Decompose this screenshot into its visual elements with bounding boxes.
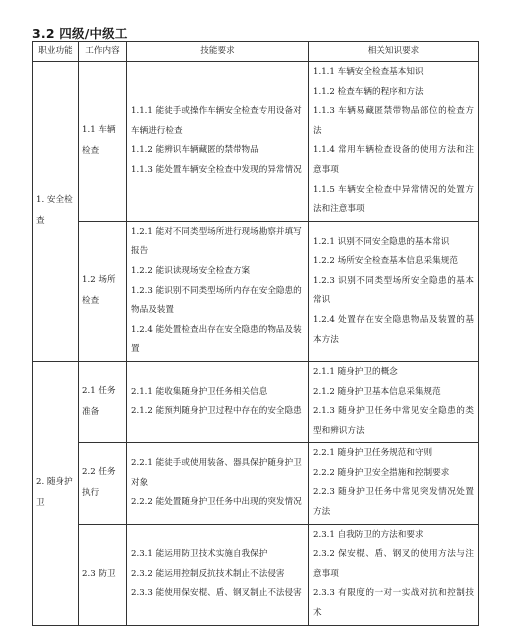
- skill-item: 1.2.2 能识读现场安全检查方案: [131, 265, 251, 276]
- section-heading: 3.2 四级/中级工: [32, 26, 128, 41]
- knowledge-item: 1.2.3 识别不同类型场所安全隐患的基本常识: [313, 275, 474, 306]
- content-cell: 2.3 防卫: [79, 524, 127, 625]
- skill-item: 1.2.4 能处置检查出存在安全隐患的物品及装置: [131, 324, 302, 355]
- knowledge-cell: [309, 221, 479, 361]
- knowledge-item: 1.2.1 识别不同安全隐患的基本常识: [313, 236, 450, 247]
- knowledge-item: 2.1.1 随身护卫的概念: [313, 366, 398, 377]
- knowledge-item: 2.3.1 自我防卫的方法和要求: [313, 529, 424, 540]
- skill-item: 1.1.3 能处置车辆安全检查中发现的异常情况: [131, 164, 302, 175]
- table-row: [33, 62, 479, 222]
- content-cell: 2.1 任务准备: [79, 361, 127, 442]
- knowledge-cell: [309, 361, 479, 442]
- skill-item: 2.2.2 能处置随身护卫任务中出现的突发情况: [131, 497, 302, 508]
- knowledge-item: 1.1.1 车辆安全检查基本知识: [313, 67, 424, 77]
- skill-item: 2.3.3 能使用保安棍、盾、钢叉制止不法侵害: [131, 588, 302, 599]
- skills-cell: [127, 221, 309, 361]
- knowledge-cell: [309, 443, 479, 524]
- knowledge-cell: [309, 524, 479, 625]
- skills-cell: [127, 443, 309, 524]
- knowledge-item: 2.1.3 随身护卫任务中常见安全隐患的类型和辨识方法: [313, 406, 474, 436]
- header-content: 工作内容: [79, 42, 127, 62]
- function-cell: 1. 安全检查: [33, 62, 79, 362]
- skill-item: 2.2.1 能徒手或使用装备、器具保护随身护卫对象: [131, 458, 302, 488]
- skill-standard-table: [32, 41, 479, 626]
- knowledge-item: 2.2.1 随身护卫任务规范和守则: [313, 448, 433, 459]
- knowledge-item: 2.2.3 随身护卫任务中常见突发情况处置方法: [313, 487, 474, 518]
- knowledge-item: 1.2.4 处置存在安全隐患物品及装置的基本方法: [313, 314, 474, 345]
- skill-item: 2.1.2 能预判随身护卫过程中存在的安全隐患: [131, 406, 302, 417]
- skill-item: 1.2.3 能识别不同类型场所内存在安全隐患的物品及装置: [131, 285, 302, 316]
- content-cell: 1.1 车辆检查: [79, 62, 127, 222]
- content-cell: 2.2 任务执行: [79, 443, 127, 524]
- skill-item: 1.1.1 能徒手或操作车辆安全检查专用设备对车辆进行检查: [131, 106, 302, 136]
- header-function: 职业功能: [33, 42, 79, 62]
- knowledge-cell: [309, 62, 479, 222]
- knowledge-item: 1.1.2 检查车辆的程序和方法: [313, 86, 424, 97]
- table-row: [33, 524, 479, 625]
- table-row: [33, 443, 479, 524]
- skills-cell: [127, 361, 309, 442]
- knowledge-item: 1.1.4 常用车辆检查设备的使用方法和注意事项: [313, 145, 474, 175]
- knowledge-item: 2.3.3 有限度的一对一实战对抗和控制技术: [313, 588, 474, 619]
- skills-cell: [127, 62, 309, 222]
- table-row: [33, 361, 479, 442]
- skill-item: 1.1.2 能辨识车辆藏匿的禁带物品: [131, 145, 259, 156]
- skills-cell: [127, 524, 309, 625]
- skill-item: 2.3.1 能运用防卫技术实施自我保护: [131, 549, 268, 560]
- knowledge-item: 1.2.2 场所安全检查基本信息采集规范: [313, 256, 458, 267]
- skill-item: 2.3.2 能运用控制反抗技术制止不法侵害: [131, 568, 285, 579]
- table-header-row: [33, 42, 479, 62]
- knowledge-item: 2.1.2 随身护卫基本信息采集规范: [313, 386, 441, 397]
- skill-item: 1.2.1 能对不同类型场所进行现场勘察并填写报告: [131, 226, 302, 257]
- knowledge-item: 1.1.5 车辆安全检查中异常情况的处置方法和注意事项: [313, 184, 474, 215]
- knowledge-item: 2.3.2 保安棍、盾、钢叉的使用方法与注意事项: [313, 549, 474, 579]
- function-cell: 2. 随身护卫: [33, 361, 79, 625]
- header-skills: 技能要求: [127, 42, 309, 62]
- knowledge-item: 2.2.2 随身护卫安全措施和控制要求: [313, 467, 450, 478]
- header-knowledge: 相关知识要求: [309, 42, 479, 62]
- content-cell: 1.2 场所检查: [79, 221, 127, 361]
- knowledge-item: 1.1.3 车辆易藏匿禁带物品部位的检查方法: [313, 106, 474, 136]
- table-row: [33, 221, 479, 361]
- skill-item: 2.1.1 能收集随身护卫任务相关信息: [131, 386, 268, 397]
